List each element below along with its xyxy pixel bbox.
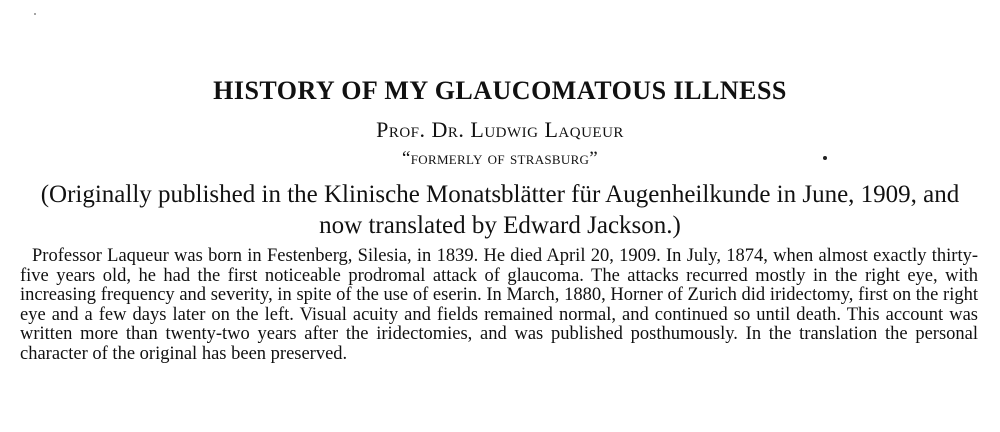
print-speck <box>823 156 827 160</box>
article-title: HISTORY OF MY GLAUCOMATOUS ILLNESS <box>213 76 787 105</box>
print-speck <box>34 13 36 15</box>
abstract-paragraph: Professor Laqueur was born in Festenberg, Silesia, in 1839. He died April 20, 1909. In July, 1874, when almost exactly thirty-five years old, he had the first noticeable prodromal attack of glaucoma. The attacks recurred mostly in the right eye, with increasing frequency and severity, in spite of the use of eserin. In March, 1880, Horner of Zurich did iridectomy, first on the right eye and a few days later on the left. Visual acuity and fields remained normal, and continued so until death. This account was written more than twenty-two years after the iridectomies, and was published posthumously. In the translation the personal character of the original has been preserved. <box>20 246 978 364</box>
publication-note: (Originally published in the Klinische Monatsblätter für Augenheilkunde in June, 1909, and now translated by Edward Jackson.) <box>40 181 960 239</box>
author-affiliation: “formerly of strasburg” <box>402 148 598 169</box>
author-line: Prof. Dr. Ludwig Laqueur <box>376 117 624 142</box>
